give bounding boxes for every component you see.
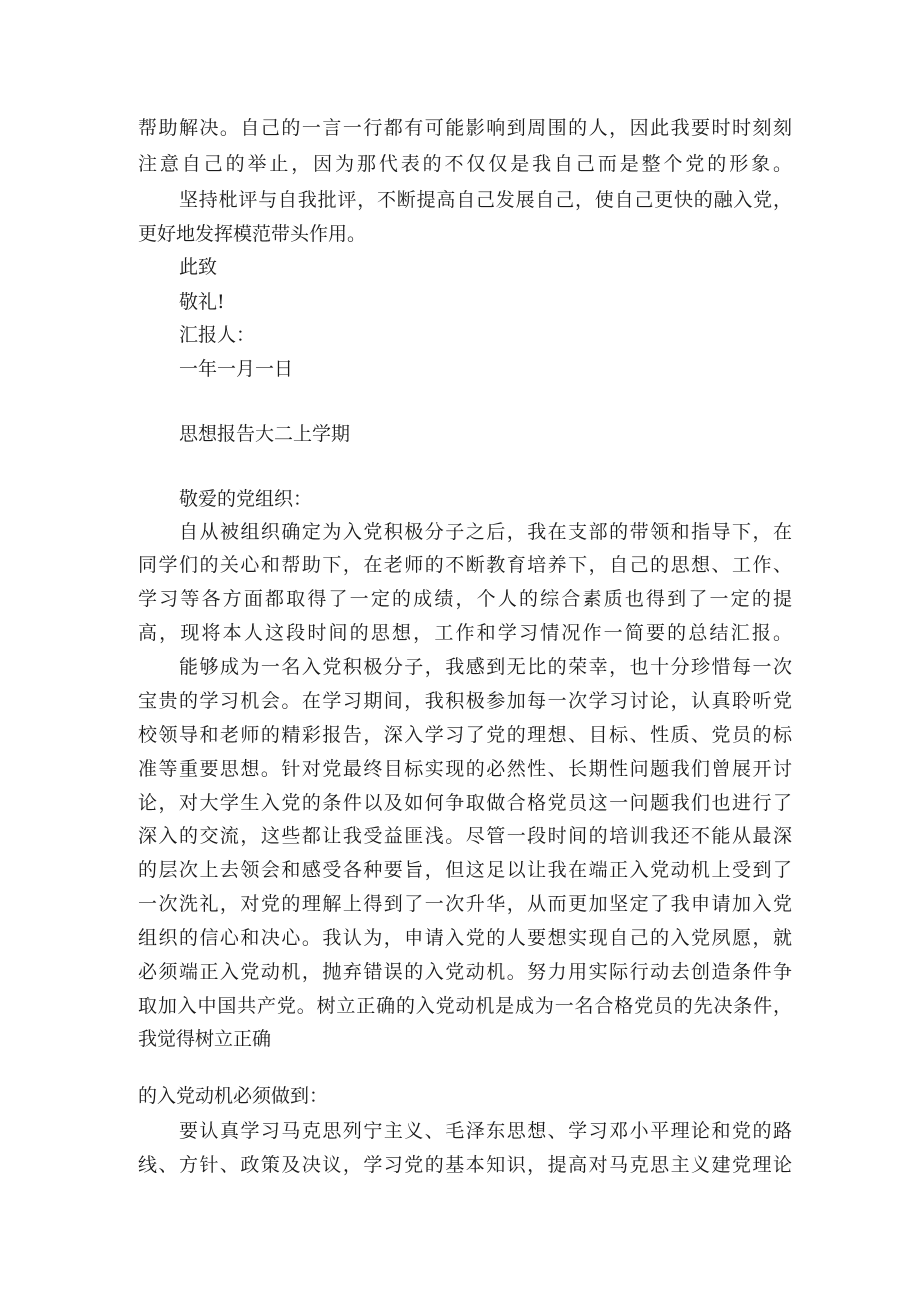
reporter-label: 汇报人： [179,324,256,346]
text-line: 论，对大学生入党的条件以及如何争取做合格党员这一问题我们也进行了 [138,792,792,814]
greeting: 敬爱的党组织： [179,488,313,510]
text-line: 学习等各方面都取得了一定的成绩，个人的综合素质也得到了一定的提 [138,588,792,610]
text-line: 我觉得树立正确 [138,1028,272,1050]
text-line: 必须端正入党动机，抛弃错误的入党动机。努力用实际行动去创造条件争 [138,961,792,983]
text-line: 校领导和老师的精彩报告，深入学习了党的理想、目标、性质、党员的标 [138,724,792,746]
text-line: 更好地发挥模范带头作用。 [138,223,367,245]
text-line: 能够成为一名入党积极分子，我感到无比的荣幸，也十分珍惜每一次 [179,656,792,678]
text-line: 一次洗礼，对党的理解上得到了一次升华，从而更加坚定了我申请加入党 [138,893,792,915]
text-line: 的层次上去领会和感受各种要旨，但这足以让我在端正入党动机上受到了 [138,859,792,881]
text-line: 深入的交流，这些都让我受益匪浅。尽管一段时间的培训我还不能从最深 [138,825,792,847]
text-line: 注意自己的举止，因为那代表的不仅仅是我自己而是整个党的形象。 [138,153,792,175]
text-line: 高，现将本人这段时间的思想，工作和学习情况作一简要的总结汇报。 [138,622,792,644]
text-line: 同学们的关心和帮助下，在老师的不断教育培养下，自己的思想、工作、 [138,554,792,576]
closing-salutation: 此致 [179,256,218,278]
text-line: 帮助解决。自己的一言一行都有可能影响到周围的人，因此我要时时刻刻 [138,117,792,139]
text-line: 要认真学习马克思列宁主义、毛泽东思想、学习邓小平理论和党的路 [179,1120,792,1142]
text-line: 坚持枇评与自我批评，不断提高自己发展自己，使自己更快的融入党， [179,189,792,211]
text-line: 自从被组织确定为入党积极分子之后，我在支部的带领和指导下，在 [179,521,792,543]
section-title: 思想报告大二上学期 [179,423,351,445]
text-line: 宝贵的学习机会。在学习期间，我积极参加每一次学习讨论，认真聆听党 [138,690,792,712]
text-line: 的入党动机必须做到： [138,1085,329,1107]
closing-respect: 敬礼! [179,291,225,313]
text-line: 线、方针、政策及决议，学习党的基本知识，提高对马克思主义建党理论 [138,1154,792,1176]
text-line: 取加入中国共产党。树立正确的入党动机是成为一名合格党员的先决条件， [138,995,792,1017]
report-date: 一年一月一日 [179,358,294,380]
text-line: 准等重要思想。针对党最终目标实现的必然性、长期性问题我们曾展开讨 [138,758,792,780]
text-line: 组织的信心和决心。我认为，申请入党的人要想实现自己的入党夙愿，就 [138,927,792,949]
